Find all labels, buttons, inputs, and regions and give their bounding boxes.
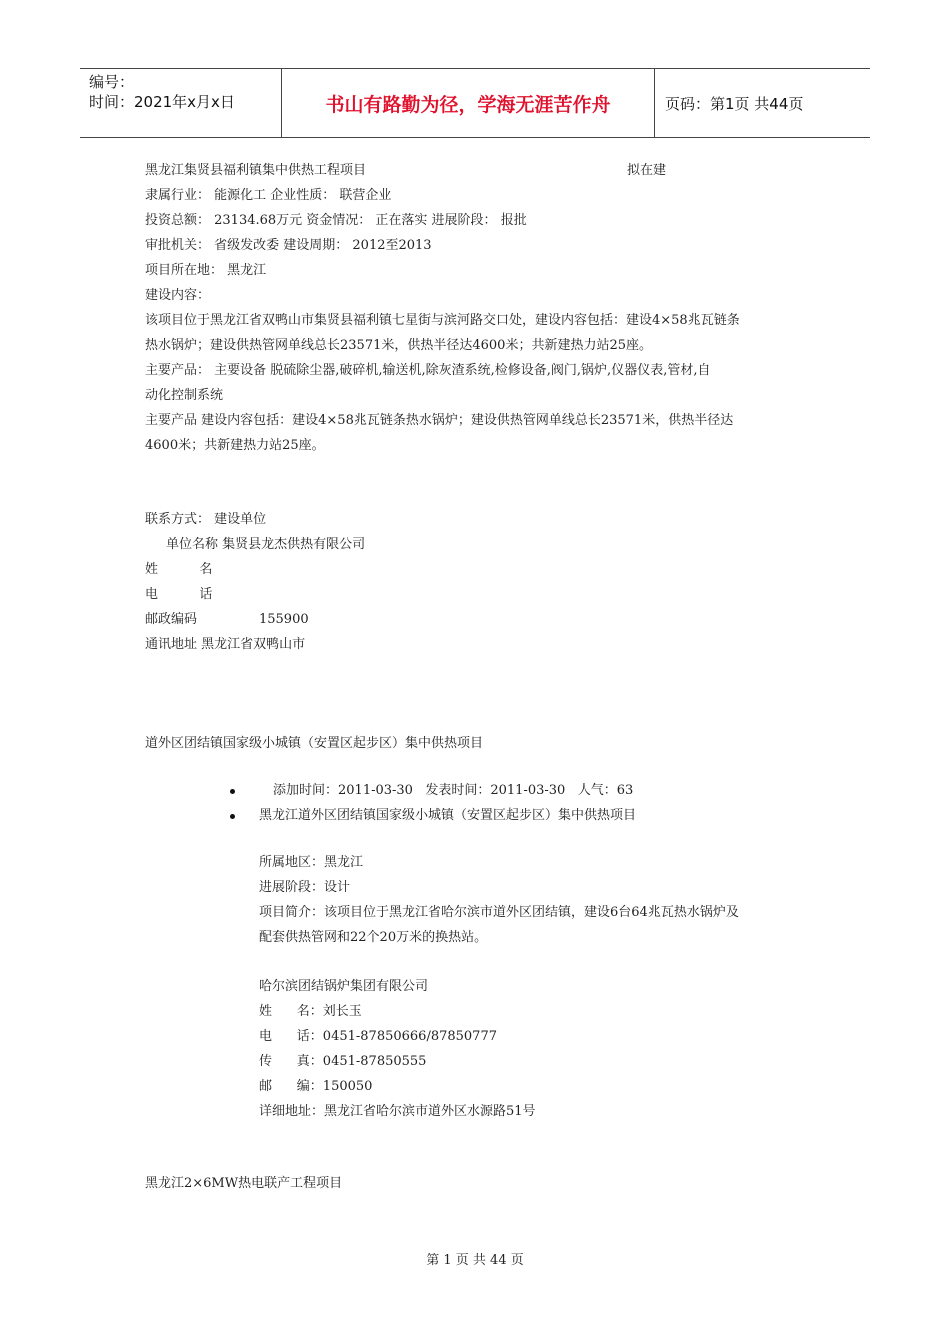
project2-phone: 电 话：0451-87850666/87850777 <box>259 1029 497 1044</box>
project1-products-line: 主要产品 建设内容包括：建设4×58兆瓦链条热水锅炉；建设供热管网单线总长23571米，供热半径达 <box>145 413 734 428</box>
project1-location: 项目所在地： 黑龙江 <box>145 263 267 278</box>
project3-title: 黑龙江2×6MW热电联产工程项目 <box>145 1176 343 1191</box>
project2-fax: 传 真：0451-87850555 <box>259 1054 427 1069</box>
project2-intro-line: 配套供热管网和22个20万米的换热站。 <box>259 930 488 945</box>
project1-status: 拟在建 <box>627 163 667 178</box>
project1-content-line: 热水锅炉；建设供热管网单线总长23571米，供热半径达4600米；共新建热力站25座。 <box>145 338 652 353</box>
project2-stage: 进展阶段：设计 <box>259 880 351 895</box>
page-footer: 第 1 页 共 44 页 <box>426 1253 524 1268</box>
code-label: 编号： <box>89 73 135 91</box>
project1-products-line: 动化控制系统 <box>145 388 224 403</box>
project2-title: 道外区团结镇国家级小城镇（安置区起步区）集中供热项目 <box>145 736 484 751</box>
project1-title: 黑龙江集贤县福利镇集中供热工程项目 <box>145 163 367 178</box>
project2-meta: 添加时间：2011-03-30 发表时间：2011-03-30 人气：63 <box>273 783 634 798</box>
date-label: 时间：2021年x月x日 <box>89 93 235 111</box>
project2-subtitle: 黑龙江道外区团结镇国家级小城镇（安置区起步区）集中供热项目 <box>259 808 637 823</box>
project1-unit: 单位名称 集贤县龙杰供热有限公司 <box>166 537 366 552</box>
project1-contact-label: 联系方式： 建设单位 <box>145 512 267 527</box>
document-header <box>80 68 870 138</box>
header-page-label: 页码：第1页 共44页 <box>665 94 804 113</box>
project1-address: 通讯地址 黑龙江省双鸭山市 <box>145 637 306 652</box>
project1-zip: 邮政编码 155900 <box>145 612 309 627</box>
project1-industry: 隶属行业： 能源化工 企业性质： 联营企业 <box>145 188 392 203</box>
project2-name: 姓 名：刘长玉 <box>259 1004 362 1019</box>
header-motto: 书山有路勤为径，学海无涯苦作舟 <box>282 69 655 137</box>
project1-content-line: 该项目位于黑龙江省双鸭山市集贤县福利镇七星街与滨河路交口处，建设内容包括：建设4×58兆瓦链条 <box>145 313 740 328</box>
project1-name: 姓 名 <box>145 562 213 577</box>
project2-address: 详细地址：黑龙江省哈尔滨市道外区水源路51号 <box>259 1104 536 1119</box>
project2-company: 哈尔滨团结锅炉集团有限公司 <box>259 979 429 994</box>
bullet-icon <box>230 789 235 794</box>
project2-region: 所属地区：黑龙江 <box>259 855 364 870</box>
project1-phone: 电 话 <box>145 587 213 602</box>
project1-approval: 审批机关： 省级发改委 建设周期： 2012至2013 <box>145 238 432 253</box>
project1-products-line: 4600米；共新建热力站25座。 <box>145 438 325 453</box>
project1-investment: 投资总额： 23134.68万元 资金情况： 正在落实 进展阶段： 报批 <box>145 213 527 228</box>
project2-zip: 邮 编：150050 <box>259 1079 373 1094</box>
project1-content-label: 建设内容： <box>145 288 211 303</box>
project1-products-line: 主要产品： 主要设备 脱硫除尘器,破碎机,输送机,除灰渣系统,检修设备,阀门,锅炉,仪器仪表,管材,自 <box>145 363 711 378</box>
bullet-icon <box>230 814 235 819</box>
project2-intro-line: 项目简介：该项目位于黑龙江省哈尔滨市道外区团结镇，建设6台64兆瓦热水锅炉及 <box>259 905 739 920</box>
header-meta <box>80 69 282 137</box>
